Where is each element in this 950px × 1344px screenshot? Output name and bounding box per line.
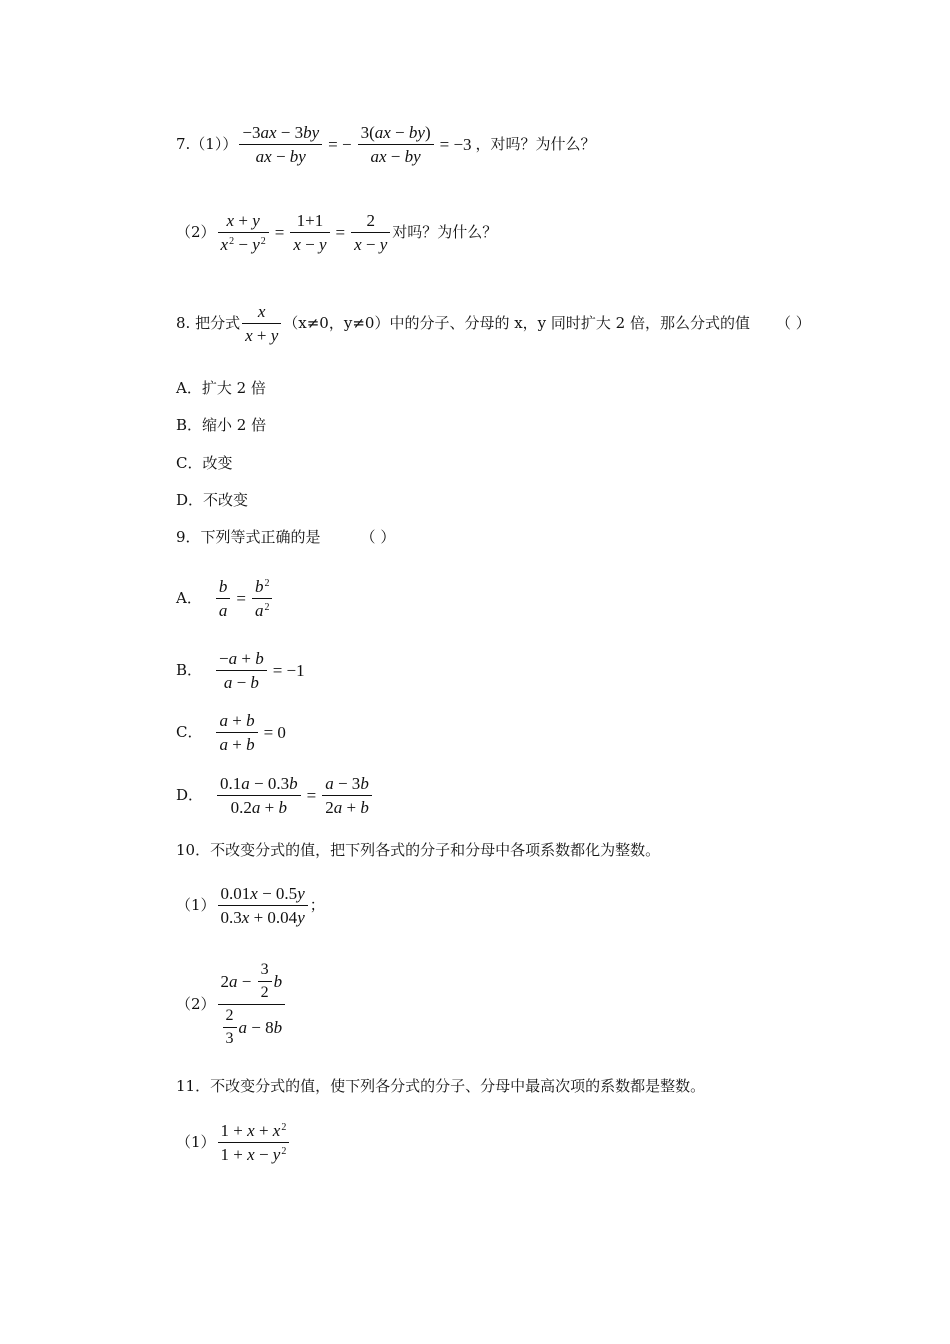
- q7-frac-2: $\frac{3(ax - by)}{ax - by}$: [358, 124, 434, 165]
- q8-option-a-text: A．扩大 2 倍: [176, 379, 266, 397]
- q11-p1-label: （1）: [176, 1133, 216, 1151]
- q7-part2: （2） $\frac{x + y}{x^2 - y^2}$ = $\frac{1+1}{x - y}$ = $\frac{2}{x - y}$ 对吗？为什么？: [176, 211, 498, 254]
- q9-label-a: A．: [176, 589, 202, 607]
- q8-option-b: [176, 418, 266, 433]
- q7-p2-tail: 对吗？为什么？: [392, 223, 498, 241]
- q11-p1-frac: $\frac{1 + x + x^2}{1 + x - y^2}$: [218, 1122, 290, 1163]
- q7-p2-label: （2）: [176, 223, 216, 241]
- q9-c-frac: $\frac{a + b}{a + b}$: [216, 712, 257, 753]
- q9-a-frac-2: $\frac{b^2}{a^2}$: [252, 578, 273, 619]
- q9-option-a: A． $\frac{b}{a}$ = $\frac{b^2}{a^2}$: [176, 578, 274, 619]
- q9-b-frac: $\frac{-a + b}{a - b}$: [216, 650, 267, 691]
- q9-option-b: B． $\frac{-a + b}{a - b}$ = −1: [176, 649, 305, 692]
- q8-middle: （x≠0，y≠0）中的分子、分母的 x，y 同时扩大 2 倍，那么分式的值: [283, 314, 750, 332]
- q10-part2: [176, 962, 287, 1047]
- q9-stem-text: 9．下列等式正确的是: [176, 528, 321, 546]
- q10-stem-text: 10．不改变分式的值，把下列各式的分子和分母中各项系数都化为整数。: [176, 841, 661, 859]
- q11-stem-text: 11．不改变分式的值，使下列各分式的分子、分母中最高次项的系数都是整数。: [176, 1077, 706, 1095]
- q10-p1-tail: ；: [309, 896, 325, 914]
- q7-frac-4: $\frac{1+1}{x - y}$: [290, 212, 329, 253]
- q10-p1-label: （1）: [176, 896, 216, 914]
- q8-option-c-text: C．改变: [176, 454, 233, 472]
- q8-prefix: 8. 把分式: [176, 314, 241, 332]
- q9-stem: [176, 530, 395, 545]
- q8-option-a: [176, 381, 266, 396]
- q8-frac: $\frac{x}{x + y}$: [242, 303, 281, 344]
- q8-answer-paren: （ ）: [776, 314, 811, 332]
- q7-p1-tail: ，对吗？为什么？: [475, 135, 596, 153]
- q7-frac-1: $\frac{-3ax - 3by}{ax - by}$: [239, 124, 322, 165]
- q9-a-frac-1: $\frac{b}{a}$: [216, 578, 231, 619]
- q7-part1: 7.（1）） $\frac{-3ax - 3by}{ax - by}$ = − $\frac{3(ax - by)}{ax - by}$ = −3 ，对吗？为什么？: [176, 123, 596, 166]
- q10-p2-frac: 2 a − $\frac{3}{2}$ b $\frac{2}{3}$ a − 8 b: [218, 962, 286, 1047]
- q10-stem: [176, 843, 660, 858]
- q11-stem: [176, 1079, 705, 1094]
- q10-p2-label: （2）: [176, 995, 216, 1013]
- q9-label-b: B．: [176, 661, 203, 679]
- q9-d-frac-1: $\frac{0.1a - 0.3b}{0.2a + b}$: [217, 775, 301, 816]
- q7-label: 7.（1））: [176, 135, 238, 153]
- q11-part1: [176, 1122, 291, 1163]
- q10-p1-frac: $\frac{0.01x - 0.5y}{0.3x + 0.04y}$: [218, 885, 308, 926]
- q7-frac-3: $\frac{x + y}{x^2 - y^2}$: [218, 212, 269, 253]
- q10-part1: [176, 885, 325, 926]
- q7-frac-5: $\frac{2}{x - y}$: [351, 212, 390, 253]
- q9-label-c: C．: [176, 723, 203, 741]
- q8-option-b-text: B．缩小 2 倍: [176, 416, 267, 434]
- q8-option-c: [176, 456, 232, 471]
- q9-option-c: C． $\frac{a + b}{a + b}$ = 0: [176, 711, 286, 754]
- q9-option-d: D． $\frac{0.1a - 0.3b}{0.2a + b}$ = $\frac{a - 3b}{2a + b}$: [176, 775, 374, 816]
- q9-label-d: D．: [176, 786, 204, 804]
- q9-d-frac-2: $\frac{a - 3b}{2a + b}$: [322, 775, 372, 816]
- q9-answer-paren: （ ）: [360, 528, 396, 546]
- q8-stem: [176, 303, 811, 344]
- q8-option-d-text: D．不改变: [176, 491, 249, 509]
- q8-option-d: [176, 493, 248, 508]
